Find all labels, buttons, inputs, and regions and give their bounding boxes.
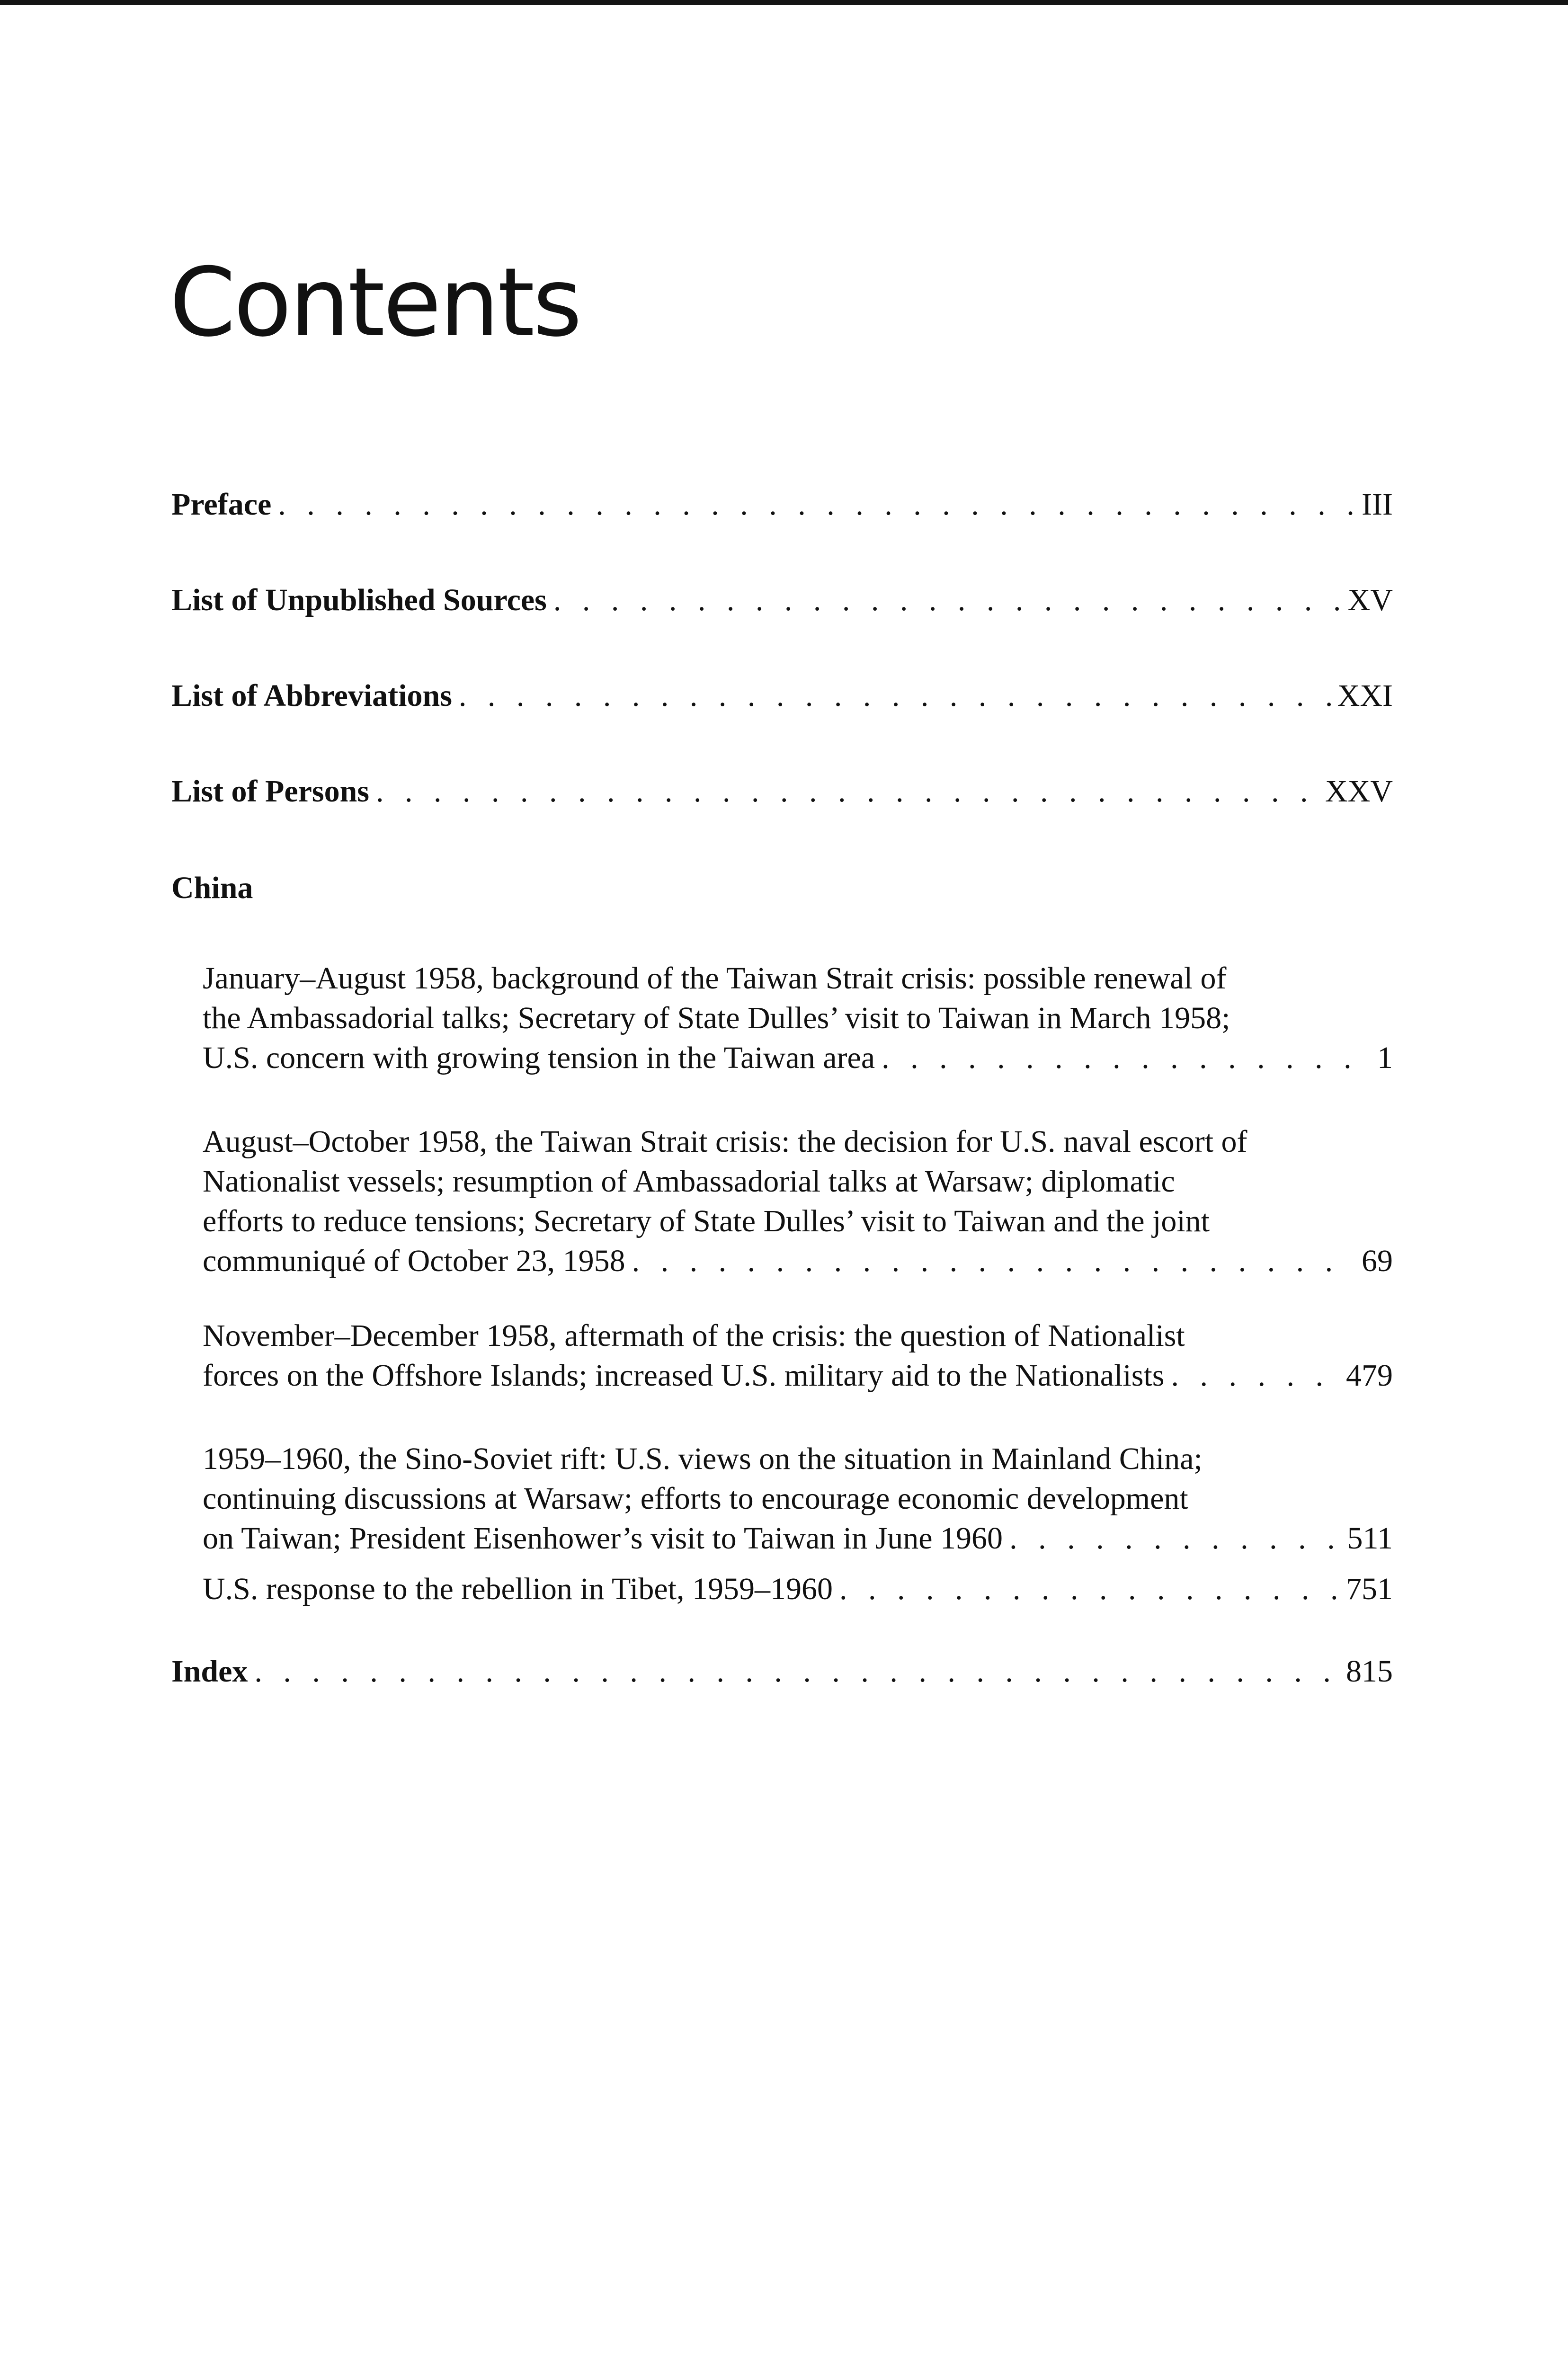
toc-entry-preface[interactable] — [171, 483, 1393, 526]
toc-entry-label: List of Unpublished Sources — [171, 583, 547, 617]
toc-subentry-line: continuing discussions at Warsaw; efforts to encourage economic development — [203, 1481, 1188, 1516]
toc-entry-persons[interactable] — [171, 770, 1393, 813]
toc-subentry-line: U.S. response to the rebellion in Tibet, 1959–1960 — [203, 1572, 833, 1606]
toc-entry-label: Preface — [171, 487, 272, 522]
page-title: Contents — [169, 248, 580, 358]
toc-subentry-aug-oct-1958[interactable] — [203, 1122, 1393, 1281]
toc-subentry-last-line — [203, 1038, 1393, 1078]
toc-entry-page: XXI — [1337, 678, 1393, 713]
dot-leader — [278, 483, 1355, 526]
toc-subentry-line: U.S. concern with growing tension in the Taiwan area — [203, 1041, 875, 1075]
toc-subentry-last-line — [203, 1356, 1393, 1396]
toc-subentry-line: the Ambassadorial talks; Secretary of State Dulles’ visit to Taiwan in March 1958; — [203, 1001, 1230, 1035]
dot-leader — [1171, 1356, 1339, 1396]
toc-entry-unpublished-sources[interactable] — [171, 578, 1393, 622]
toc-entry-page: III — [1362, 487, 1393, 522]
section-heading-china: China — [171, 871, 253, 905]
dot-leader — [839, 1569, 1339, 1609]
toc-subentry-last-line — [203, 1569, 1393, 1609]
toc-entry-page: 69 — [1362, 1244, 1393, 1278]
toc-subentry-line: November–December 1958, aftermath of the crisis: the question of Nationalist — [203, 1318, 1185, 1353]
dot-leader — [553, 578, 1341, 622]
toc-entry-label: List of Persons — [171, 774, 369, 809]
dot-leader — [459, 674, 1331, 718]
dot-leader — [254, 1650, 1339, 1693]
toc-entry-page: 751 — [1346, 1572, 1393, 1606]
dot-leader — [882, 1038, 1371, 1078]
toc-subentry-last-line — [203, 1241, 1393, 1281]
toc-subentry-line: communiqué of October 23, 1958 — [203, 1244, 625, 1278]
toc-subentry-line: efforts to reduce tensions; Secretary of State Dulles’ visit to Taiwan and the joint — [203, 1204, 1210, 1238]
toc-entry-page: 479 — [1346, 1358, 1393, 1393]
toc-subentry-line: Nationalist vessels; resumption of Ambassadorial talks at Warsaw; diplomatic — [203, 1164, 1175, 1199]
toc-subentry-line: January–August 1958, background of the Taiwan Strait crisis: possible renewal of — [203, 961, 1227, 996]
dot-leader — [376, 770, 1319, 813]
toc-subentry-line: August–October 1958, the Taiwan Strait crisis: the decision for U.S. naval escort of — [203, 1124, 1247, 1159]
toc-subentry-1959-1960[interactable] — [203, 1439, 1393, 1558]
toc-subentry-nov-dec-1958[interactable] — [203, 1316, 1393, 1396]
toc-subentry-line: forces on the Offshore Islands; increased U.S. military aid to the Nationalists — [203, 1358, 1165, 1393]
toc-entry-abbreviations[interactable] — [171, 674, 1393, 718]
toc-entry-label: Index — [171, 1654, 248, 1689]
toc-subentry-line: on Taiwan; President Eisenhower’s visit to Taiwan in June 1960 — [203, 1521, 1003, 1556]
toc-subentry-jan-aug-1958[interactable] — [203, 959, 1393, 1078]
toc-entry-page: XXV — [1325, 774, 1393, 809]
top-rule — [0, 0, 1568, 5]
toc-subentry-line: 1959–1960, the Sino-Soviet rift: U.S. views on the situation in Mainland China; — [203, 1442, 1203, 1476]
toc-entry-page: 511 — [1347, 1521, 1393, 1556]
toc-subentry-last-line — [203, 1519, 1393, 1558]
toc-entry-label: List of Abbreviations — [171, 678, 452, 713]
dot-leader — [632, 1241, 1355, 1281]
toc-entry-index[interactable] — [171, 1650, 1393, 1693]
toc-entry-page: XV — [1347, 583, 1393, 617]
toc-entry-page: 1 — [1377, 1041, 1393, 1075]
dot-leader — [1009, 1519, 1340, 1558]
toc-entry-page: 815 — [1346, 1654, 1393, 1689]
toc-subentry-tibet[interactable] — [203, 1569, 1393, 1609]
